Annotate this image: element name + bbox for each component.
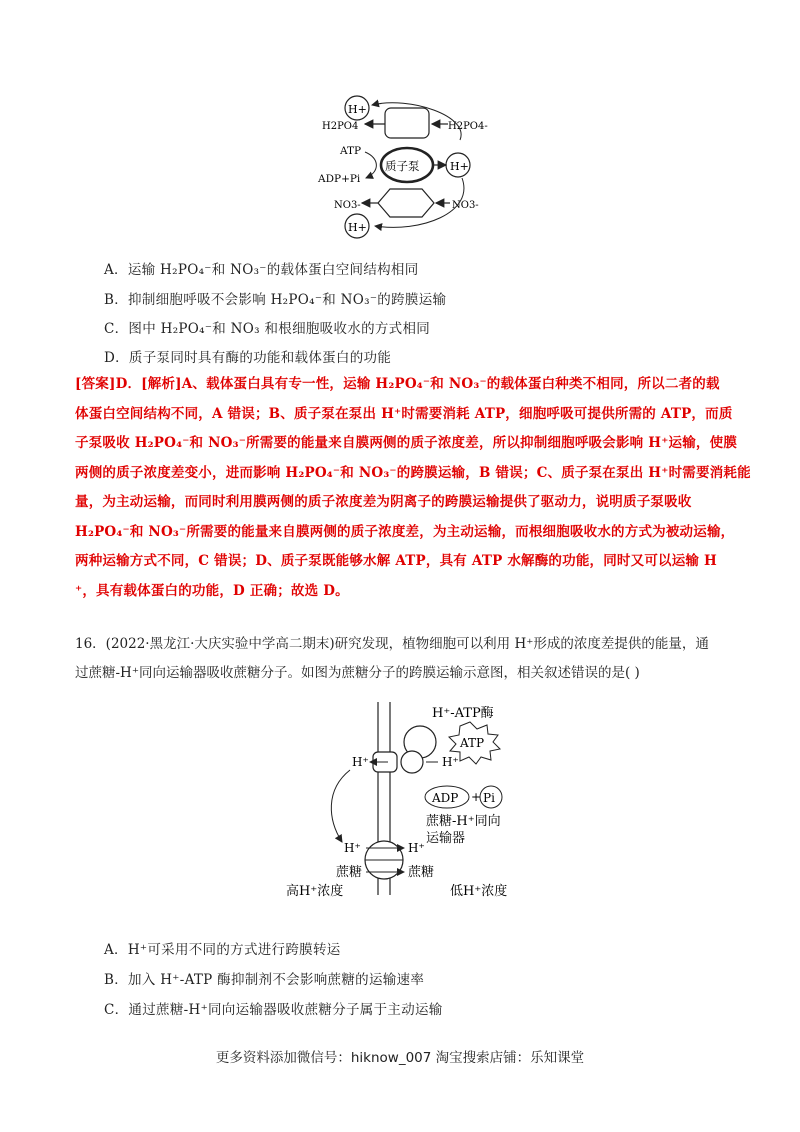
answer-line: H₂PO₄⁻和 NO₃⁻所需要的能量来自膜两侧的质子浓度差，为主动运输，而根细胞吸收水的方式为被动运输， bbox=[75, 523, 735, 540]
proton-pump-label: 质子泵 bbox=[385, 159, 420, 173]
sucrose-transport-diagram bbox=[280, 700, 540, 900]
answer-line: 两种运输方式不同，C 错误；D、质子泵既能够水解 ATP，具有 ATP 水解酶的功能，同时又可以运输 H bbox=[75, 553, 717, 569]
q15-option-a: A．运输 H₂PO₄⁻和 NO₃⁻的载体蛋白空间结构相同 bbox=[104, 262, 419, 278]
q15-option-b: B．抑制细胞呼吸不会影响 H₂PO₄⁻和 NO₃⁻的跨膜运输 bbox=[104, 292, 447, 308]
h-ion-left-label: H⁺ bbox=[352, 755, 369, 769]
answer-line: 子泵吸收 H₂PO₄⁻和 NO₃⁻所需要的能量来自膜两侧的质子浓度差，所以抑制细胞呼吸会影响 H⁺运输，使膜 bbox=[75, 435, 738, 451]
cotransporter-label-1: 蔗糖-H⁺同向 bbox=[426, 814, 501, 829]
adp-label: ADP+Pi bbox=[318, 173, 361, 185]
sucrose-left-label: 蔗糖 bbox=[336, 865, 363, 880]
q16-option-b: B．加入 H⁺-ATP 酶抑制剂不会影响蔗糖的运输速率 bbox=[104, 972, 425, 988]
h2po4-right-label: H2PO4- bbox=[448, 121, 488, 132]
q15-option-d: D．质子泵同时具有酶的功能和载体蛋白的功能 bbox=[104, 350, 392, 366]
cotransporter-label-2: 运输器 bbox=[426, 831, 466, 846]
pi-label: Pi bbox=[483, 791, 495, 805]
low-concentration-label: 低H⁺浓度 bbox=[450, 884, 508, 899]
answer-line: 体蛋白空间结构不同，A 错误；B、质子泵在泵出 H⁺时需要消耗 ATP，细胞呼吸可提供所需的 ATP，而质 bbox=[75, 405, 733, 422]
answer-explanation bbox=[75, 370, 751, 606]
h-ion-bottom-label: H+ bbox=[348, 221, 367, 234]
no3-right-label: NO3- bbox=[452, 200, 479, 211]
adp-label: ADP bbox=[432, 791, 459, 805]
q15-option-c: C．图中 H₂PO₄⁻和 NO₃ 和根细胞吸收水的方式相同 bbox=[104, 321, 431, 337]
question-line: 过蔗糖-H⁺同向运输器吸收蔗糖分子。如图为蔗糖分子的跨膜运输示意图，相关叙述错误的是( ) bbox=[75, 665, 640, 681]
nitrate-carrier bbox=[378, 189, 434, 217]
phosphate-carrier bbox=[385, 108, 429, 138]
h-ion-top-label: H+ bbox=[348, 103, 367, 116]
question-line: 16．(2022·黑龙江·大庆实验中学高二期末)研究发现，植物细胞可以利用 H⁺形成的浓度差提供的能量，通 bbox=[75, 636, 709, 652]
enzyme-label: H⁺-ATP酶 bbox=[432, 706, 494, 721]
atp-burst-label: ATP bbox=[460, 736, 485, 750]
answer-line: 两侧的质子浓度差变小，进而影响 H₂PO₄⁻和 NO₃⁻的跨膜运输，B 错误；C、质子泵在泵出 H⁺时需要消耗能 bbox=[75, 464, 751, 481]
q16-option-a: A．H⁺可采用不同的方式进行跨膜转运 bbox=[104, 942, 341, 958]
h-ion-low-right-label: H⁺ bbox=[408, 841, 425, 855]
page-footer: 更多资料添加微信号：hiknow_007 淘宝搜索店铺：乐知课堂 bbox=[215, 1050, 585, 1066]
h-ion-low-left-label: H⁺ bbox=[344, 841, 361, 855]
plus-label: + bbox=[471, 790, 482, 804]
answer-line: 量，为主动运输，而同时利用膜两侧的质子浓度差为阴离子的跨膜运输提供了驱动力，说明质子泵吸收 bbox=[75, 494, 692, 510]
question-16-stem bbox=[75, 630, 725, 688]
answer-line: [答案]D．[解析]A、载体蛋白具有专一性，运输 H₂PO₄⁻和 NO₃⁻的载体蛋白种类不相同，所以二者的载 bbox=[75, 376, 720, 392]
atp-label: ATP bbox=[340, 145, 362, 157]
high-concentration-label: 高H⁺浓度 bbox=[286, 884, 344, 899]
h-ion-right-label: H⁺ bbox=[442, 755, 459, 769]
sucrose-right-label: 蔗糖 bbox=[408, 865, 435, 880]
h-ion-mid-label: H+ bbox=[450, 160, 469, 173]
no3-left-label: NO3- bbox=[334, 200, 361, 211]
q16-option-c: C．通过蔗糖-H⁺同向运输器吸收蔗糖分子属于主动运输 bbox=[104, 1002, 443, 1018]
h2po4-left-label: H2PO4 bbox=[322, 121, 359, 132]
proton-pump-diagram bbox=[300, 88, 520, 248]
h-atpase-body bbox=[401, 751, 423, 773]
answer-line: ⁺，具有载体蛋白的功能，D 正确；故选 D。 bbox=[75, 582, 349, 599]
